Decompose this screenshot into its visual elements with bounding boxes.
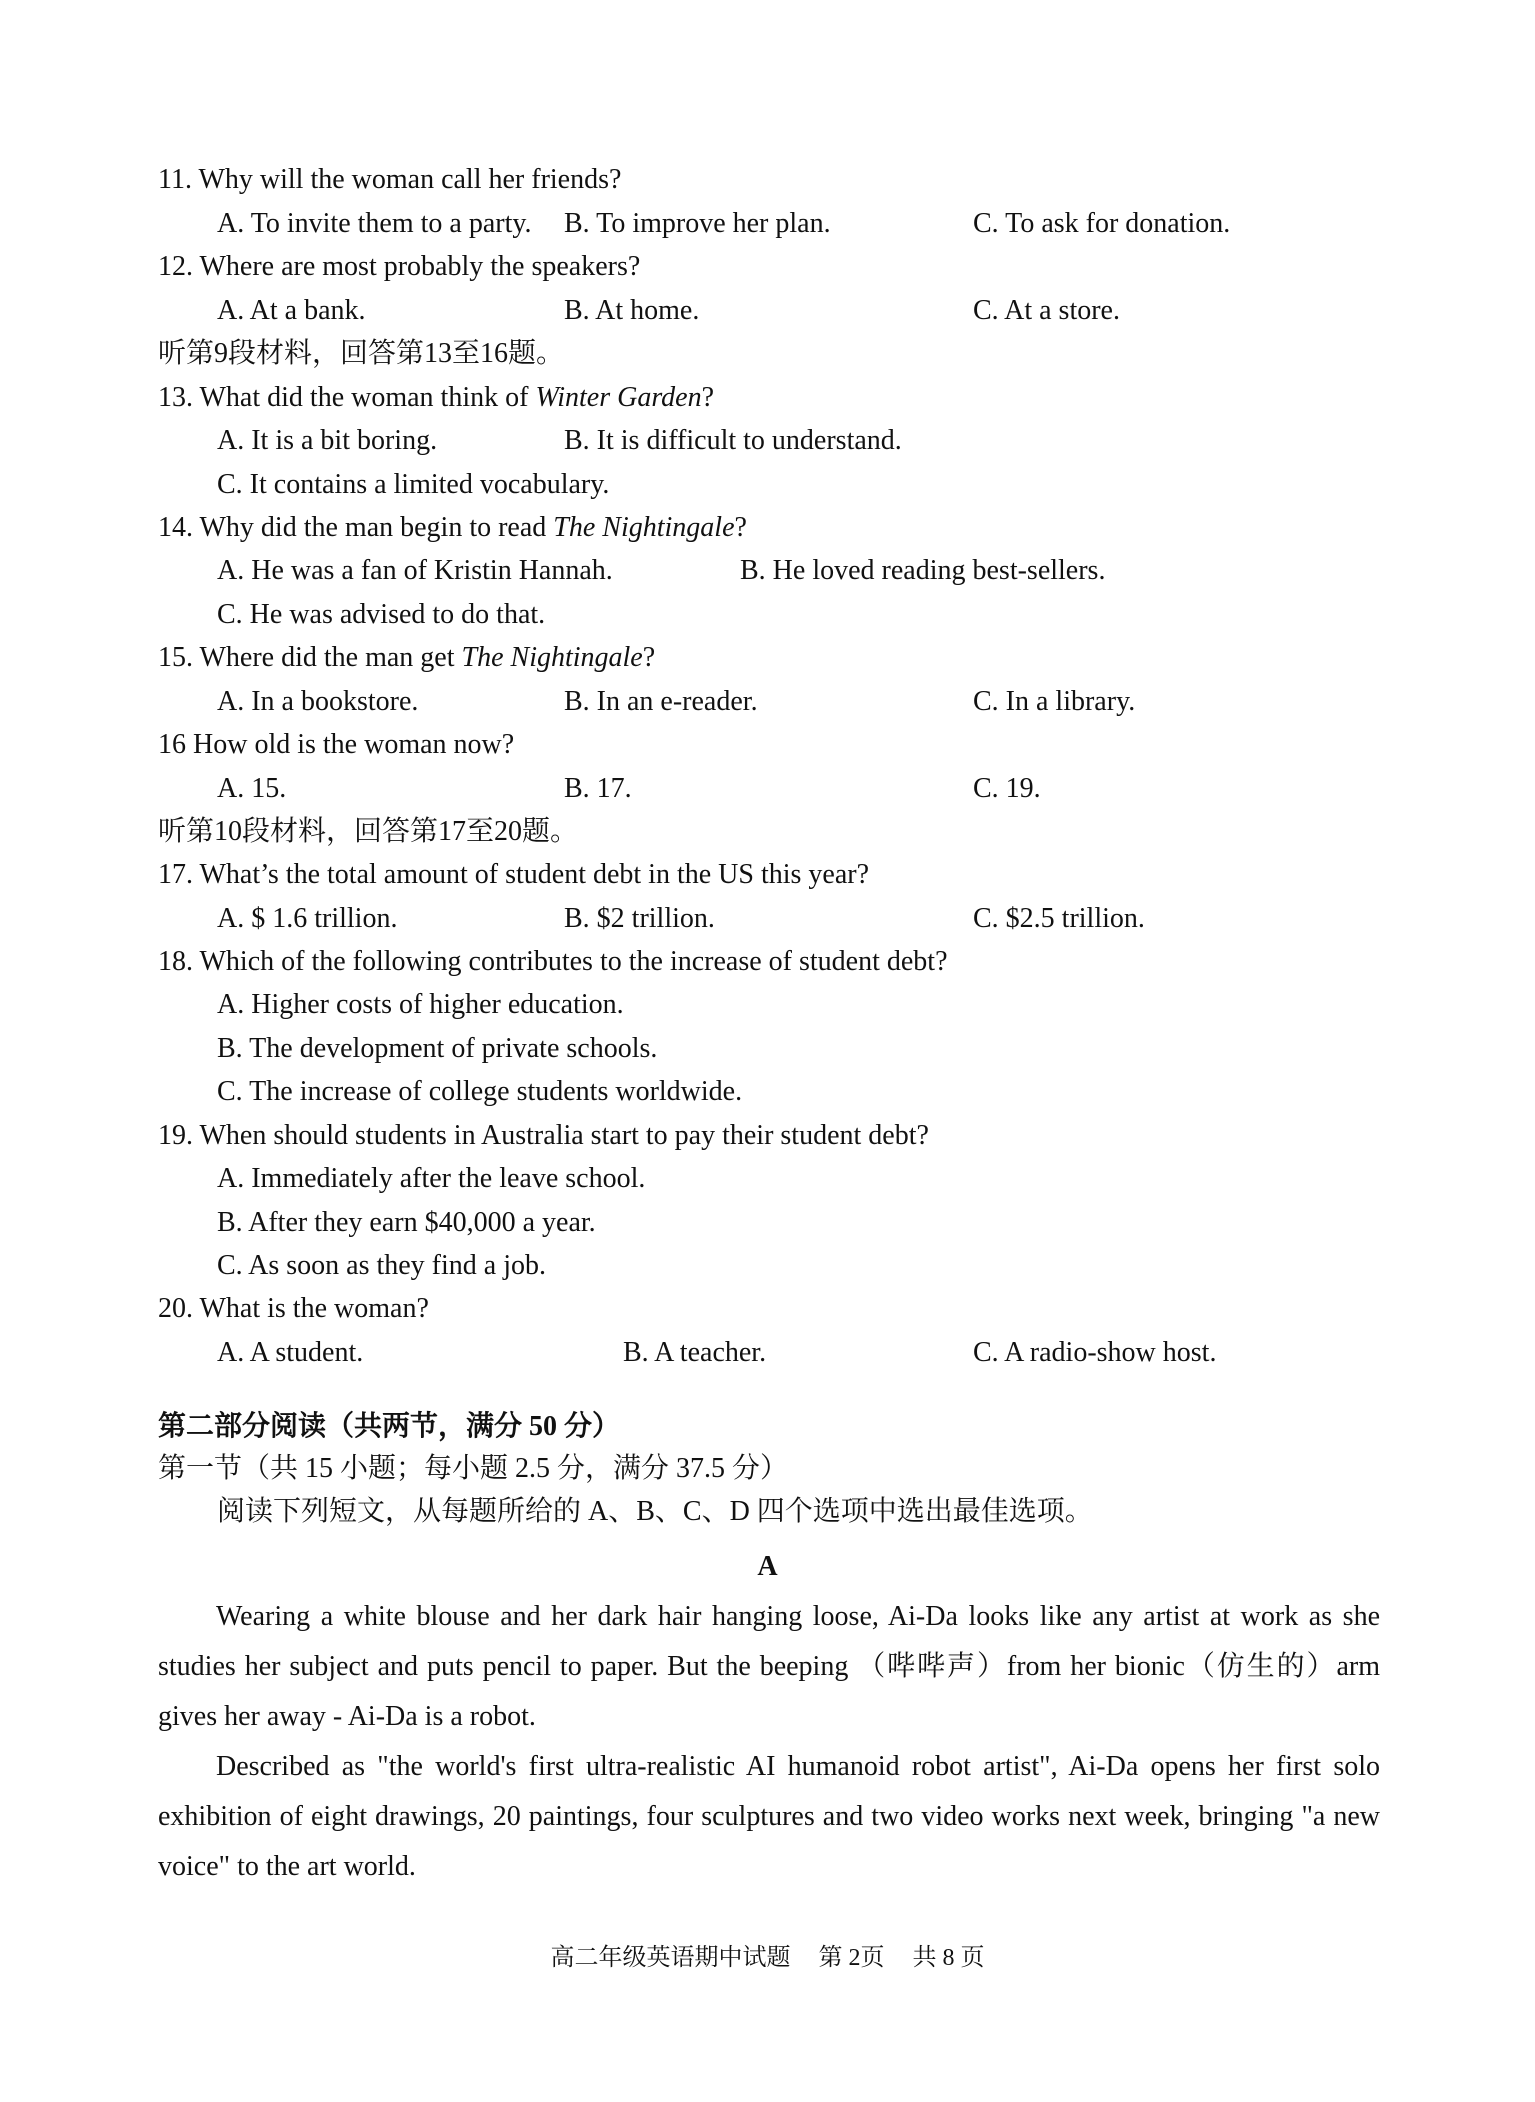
q12-stem: 12. Where are most probably the speakers? <box>158 251 641 282</box>
q16-option-c: C. 19. <box>973 773 1041 804</box>
reading-instruction: 阅读下列短文，从每题所给的 A、B、C、D 四个选项中选出最佳选项。 <box>217 1496 1093 1527</box>
passage-body <box>158 1592 1380 1892</box>
q15-option-a: A. In a bookstore. <box>217 686 419 717</box>
q15-option-c: C. In a library. <box>973 686 1136 717</box>
q19-option-c: C. As soon as they find a job. <box>217 1250 546 1281</box>
q18-option-a: A. Higher costs of higher education. <box>217 989 624 1020</box>
q13-option-a: A. It is a bit boring. <box>217 425 438 456</box>
q13-option-c: C. It contains a limited vocabulary. <box>217 469 610 500</box>
footer-page-number: 第 2页 <box>818 1945 885 1971</box>
passage-paragraph-1: Wearing a white blouse and her dark hair hanging loose, Ai-Da looks like any artist at work as she studies her subject and puts pencil to paper. But the beeping （哔哔声）from her bionic（仿生的）arm gives her away - Ai-Da is a robot. <box>158 1601 1380 1732</box>
q14-option-c: C. He was advised to do that. <box>217 599 546 630</box>
q19-option-b: B. After they earn $40,000 a year. <box>217 1207 596 1238</box>
q16-stem: 16 How old is the woman now? <box>158 729 515 760</box>
q17-option-a: A. $ 1.6 trillion. <box>217 903 398 934</box>
q20-option-b: B. A teacher. <box>623 1337 767 1368</box>
q18-option-b: B. The development of private schools. <box>217 1033 658 1064</box>
q20-option-c: C. A radio-show host. <box>973 1337 1217 1368</box>
q14-option-a: A. He was a fan of Kristin Hannah. <box>217 555 613 586</box>
q16-option-b: B. 17. <box>564 773 632 804</box>
section-one-title: 第一节（共 15 小题；每小题 2.5 分，满分 37.5 分） <box>158 1453 789 1484</box>
q20-stem: 20. What is the woman? <box>158 1293 429 1324</box>
passage-label: A <box>757 1551 778 1582</box>
q16-option-a: A. 15. <box>217 773 287 804</box>
q14-option-b: B. He loved reading best-sellers. <box>740 555 1106 586</box>
q17-option-b: B. $2 trillion. <box>564 903 715 934</box>
passage-paragraph-2: Described as "the world's first ultra-realistic AI humanoid robot artist", Ai-Da opens her first solo exhibition of eight drawings, 20 paintings, four sculptures and two video works next week, bringing "a new voice" to the art world. <box>158 1751 1380 1882</box>
q11-option-c: C. To ask for donation. <box>973 208 1231 239</box>
q12-option-a: A. At a bank. <box>217 295 366 326</box>
q14-stem: 14. Why did the man begin to read The Nightingale? <box>158 512 747 543</box>
q12-option-c: C. At a store. <box>973 295 1120 326</box>
part-two-title: 第二部分阅读（共两节，满分 50 分） <box>158 1411 621 1442</box>
q11-stem: 11. Why will the woman call her friends? <box>158 164 622 195</box>
q19-option-a: A. Immediately after the leave school. <box>217 1163 646 1194</box>
q17-stem: 17. What’s the total amount of student debt in the US this year? <box>158 859 870 890</box>
q18-option-c: C. The increase of college students worldwide. <box>217 1076 743 1107</box>
q15-option-b: B. In an e-reader. <box>564 686 758 717</box>
q19-stem: 19. When should students in Australia start to pay their student debt? <box>158 1120 929 1151</box>
q12-option-b: B. At home. <box>564 295 700 326</box>
q15-stem: 15. Where did the man get The Nightingale? <box>158 642 656 673</box>
page-footer <box>0 1946 1535 1970</box>
section-note-9: 听第9段材料，回答第13至16题。 <box>158 338 565 369</box>
section-note-10: 听第10段材料，回答第17至20题。 <box>158 816 579 847</box>
q17-option-c: C. $2.5 trillion. <box>973 903 1145 934</box>
footer-title: 高二年级英语期中试题 <box>550 1945 791 1971</box>
q13-stem: 13. What did the woman think of Winter Garden? <box>158 382 715 413</box>
q11-option-a: A. To invite them to a party. <box>217 208 532 239</box>
q11-option-b: B. To improve her plan. <box>564 208 831 239</box>
q20-option-a: A. A student. <box>217 1337 364 1368</box>
q18-stem: 18. Which of the following contributes to the increase of student debt? <box>158 946 948 977</box>
footer-total-pages: 共 8 页 <box>912 1945 985 1971</box>
q13-option-b: B. It is difficult to understand. <box>564 425 902 456</box>
